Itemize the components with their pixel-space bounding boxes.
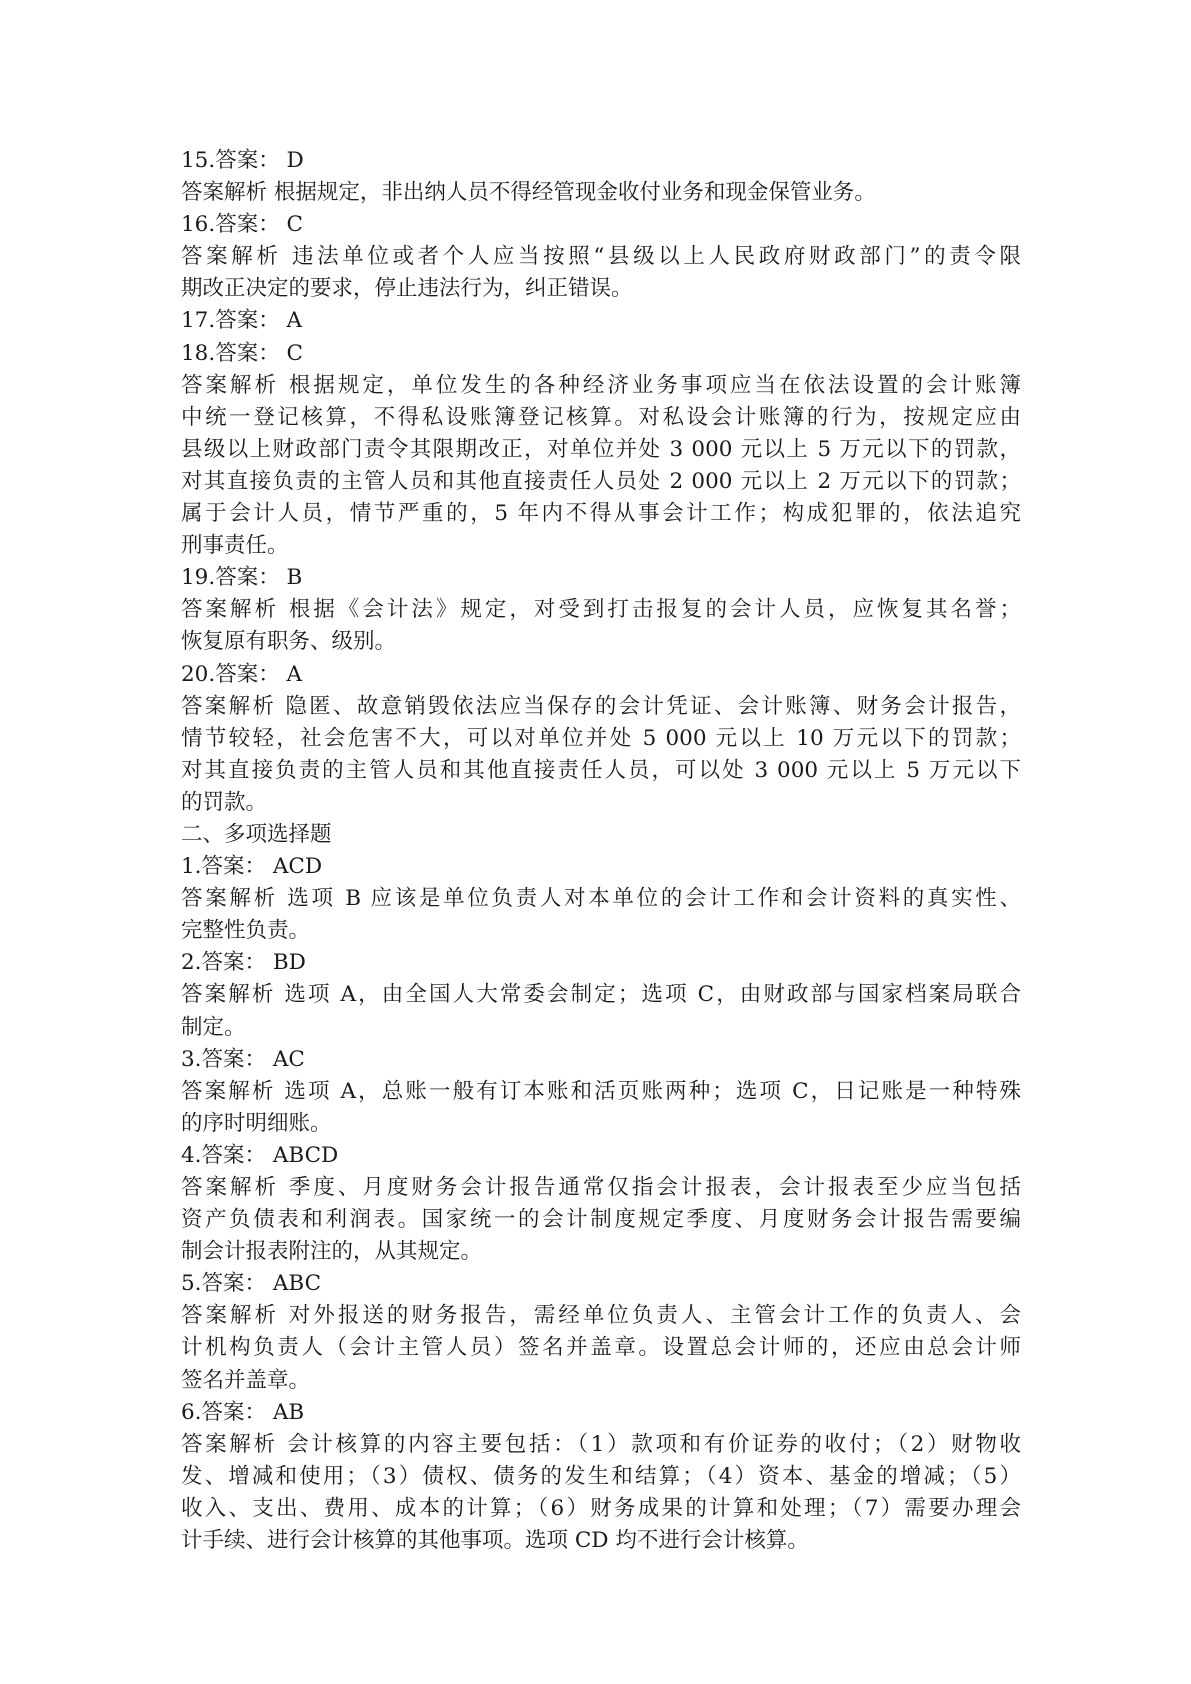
analysis-line: 县级以上财政部门责令其限期改正，对单位并处 3 000 元以上 5 万元以下的罚款， <box>181 436 1021 462</box>
analysis-line: 答案解析 隐匿、故意销毁依法应当保存的会计凭证、会计账簿、财务会计报告， <box>181 693 1021 719</box>
analysis-line: 签名并盖章。 <box>181 1367 311 1393</box>
analysis-line: 的序时明细账。 <box>181 1110 332 1136</box>
answer-line: 3.答案： AC <box>181 1046 305 1072</box>
answer-line: 2.答案： BD <box>181 950 306 976</box>
analysis-line: 完整性负责。 <box>181 918 311 944</box>
analysis-line: 制定。 <box>181 1014 246 1040</box>
analysis-line: 属于会计人员，情节严重的，5 年内不得从事会计工作；构成犯罪的，依法追究 <box>181 501 1021 527</box>
analysis-line: 计机构负责人（会计主管人员）签名并盖章。设置总会计师的，还应由总会计师 <box>181 1335 1021 1361</box>
answer-line: 16.答案： C <box>181 212 303 238</box>
analysis-line: 答案解析 选项 B 应该是单位负责人对本单位的会计工作和会计资料的真实性、 <box>181 886 1021 912</box>
analysis-line: 期改正决定的要求，停止违法行为，纠正错误。 <box>181 276 633 302</box>
analysis-line: 制会计报表附注的，从其规定。 <box>181 1239 483 1265</box>
answer-line: 1.答案： ACD <box>181 854 323 880</box>
answer-line: 15.答案： D <box>181 148 304 173</box>
analysis-line: 中统一登记核算，不得私设账簿登记核算。对私设会计账簿的行为，按规定应由 <box>181 404 1021 430</box>
analysis-line: 答案解析 根据规定，单位发生的各种经济业务事项应当在依法设置的会计账簿 <box>181 372 1021 398</box>
analysis-line: 的罚款。 <box>181 789 268 815</box>
answer-line: 17.答案： A <box>181 308 303 334</box>
analysis-line: 资产负债表和利润表。国家统一的会计制度规定季度、月度财务会计报告需要编 <box>181 1207 1021 1233</box>
answer-line: 19.答案： B <box>181 565 303 591</box>
answer-line: 20.答案： A <box>181 661 303 687</box>
analysis-line: 答案解析 对外报送的财务报告，需经单位负责人、主管会计工作的负责人、会 <box>181 1303 1021 1329</box>
analysis-line: 收入、支出、费用、成本的计算；（6）财务成果的计算和处理；（7）需要办理会 <box>181 1495 1021 1521</box>
analysis-line: 刑事责任。 <box>181 533 289 559</box>
analysis-line: 答案解析 选项 A，由全国人大常委会制定；选项 C，由财政部与国家档案局联合 <box>181 982 1021 1008</box>
analysis-line: 对其直接负责的主管人员和其他直接责任人员处 2 000 元以上 2 万元以下的罚款； <box>181 468 1021 494</box>
analysis-line: 对其直接负责的主管人员和其他直接责任人员，可以处 3 000 元以上 5 万元以下 <box>181 757 1021 783</box>
answer-line: 18.答案： C <box>181 340 303 366</box>
answer-line: 6.答案： AB <box>181 1399 305 1425</box>
analysis-line: 计手续、进行会计核算的其他事项。选项 CD 均不进行会计核算。 <box>181 1528 809 1554</box>
analysis-line: 发、增减和使用；（3）债权、债务的发生和结算；（4）资本、基金的增减；（5） <box>181 1463 1021 1489</box>
analysis-line: 恢复原有职务、级别。 <box>181 629 397 655</box>
answer-line: 5.答案： ABC <box>181 1271 322 1297</box>
analysis-line: 答案解析 选项 A，总账一般有订本账和活页账两种；选项 C，日记账是一种特殊 <box>181 1078 1021 1104</box>
analysis-line: 情节较轻，社会危害不大，可以对单位并处 5 000 元以上 10 万元以下的罚款； <box>181 725 1021 751</box>
section-heading: 二、多项选择题 <box>181 821 332 847</box>
analysis-line: 答案解析 会计核算的内容主要包括：（1）款项和有价证券的收付；（2）财物收 <box>181 1431 1021 1457</box>
analysis-line: 答案解析 根据《会计法》规定，对受到打击报复的会计人员，应恢复其名誉； <box>181 597 1021 623</box>
analysis-line: 答案解析 根据规定，非出纳人员不得经管现金收付业务和现金保管业务。 <box>181 180 876 206</box>
analysis-line: 答案解析 季度、月度财务会计报告通常仅指会计报表，会计报表至少应当包括 <box>181 1175 1021 1200</box>
analysis-line: 答案解析 违法单位或者个人应当按照“县级以上人民政府财政部门”的责令限 <box>181 244 1021 270</box>
answer-text-body <box>181 145 1021 1557</box>
answer-line: 4.答案： ABCD <box>181 1142 339 1168</box>
